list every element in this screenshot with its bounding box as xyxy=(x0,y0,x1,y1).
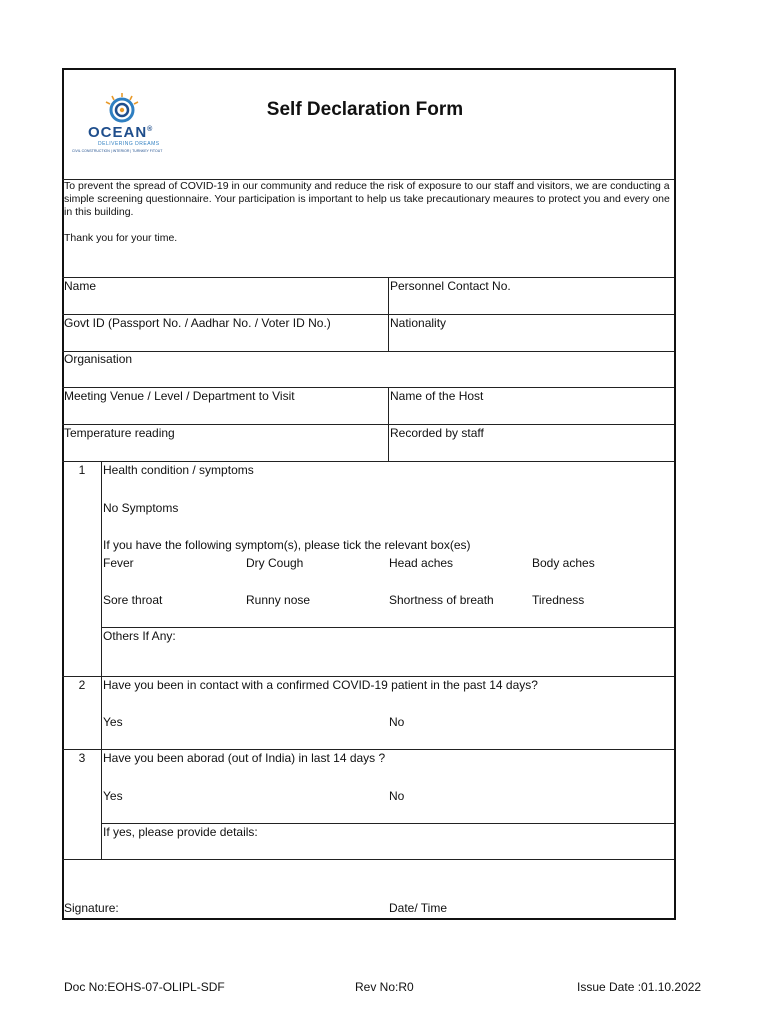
contact-label[interactable]: Personnel Contact No. xyxy=(390,279,511,293)
name-label[interactable]: Name xyxy=(64,279,97,293)
form-title: Self Declaration Form xyxy=(266,99,464,120)
q2-number: 2 xyxy=(78,678,86,692)
divider xyxy=(101,461,102,859)
divider xyxy=(62,351,674,352)
q2-yes-option[interactable]: Yes xyxy=(103,715,123,729)
symptom-fever[interactable]: Fever xyxy=(103,556,134,570)
no-symptoms-option[interactable]: No Symptoms xyxy=(103,501,179,515)
q1-title: Health condition / symptoms xyxy=(103,463,254,477)
q1-instruction: If you have the following symptom(s), please tick the relevant box(es) xyxy=(103,538,471,552)
company-logo xyxy=(70,92,174,156)
divider xyxy=(101,823,674,824)
divider xyxy=(62,859,674,860)
organisation-label[interactable]: Organisation xyxy=(64,352,133,366)
logo-name: OCEAN xyxy=(88,124,148,141)
divider xyxy=(62,424,674,425)
issue-date: Issue Date :01.10.2022 xyxy=(577,980,702,994)
govt-id-label[interactable]: Govt ID (Passport No. / Aadhar No. / Voter ID No.) xyxy=(64,316,331,330)
q2-no-option[interactable]: No xyxy=(389,715,405,729)
divider xyxy=(62,277,674,278)
host-label[interactable]: Name of the Host xyxy=(390,389,484,403)
others-label[interactable]: Others If Any: xyxy=(103,629,176,643)
q1-number: 1 xyxy=(78,463,86,477)
rev-number: Rev No:R0 xyxy=(355,980,414,994)
intro-thanks: Thank you for your time. xyxy=(64,232,178,244)
signature-label[interactable]: Signature: xyxy=(64,901,119,915)
symptom-dry-cough[interactable]: Dry Cough xyxy=(246,556,304,570)
symptom-runny-nose[interactable]: Runny nose xyxy=(246,593,311,607)
q3-question: Have you been aborad (out of India) in last 14 days ? xyxy=(103,751,386,765)
divider xyxy=(388,277,389,351)
recorded-by-label[interactable]: Recorded by staff xyxy=(390,426,484,440)
divider xyxy=(62,749,674,750)
logo-registered-mark: ® xyxy=(147,126,154,133)
symptom-body-aches[interactable]: Body aches xyxy=(532,556,595,570)
logo-tagline: DELIVERING DREAMS xyxy=(98,141,160,147)
logo-subline: CIVIL CONSTRUCTION | INTERIOR | TURNKEY FITOUT xyxy=(72,149,163,153)
symptom-shortness-of-breath[interactable]: Shortness of breath xyxy=(389,593,494,607)
q2-question: Have you been in contact with a confirmed COVID-19 patient in the past 14 days? xyxy=(103,678,538,692)
details-label[interactable]: If yes, please provide details: xyxy=(103,825,258,839)
divider xyxy=(388,387,389,461)
symptom-sore-throat[interactable]: Sore throat xyxy=(103,593,163,607)
q3-no-option[interactable]: No xyxy=(389,789,405,803)
divider xyxy=(62,461,674,462)
logo-emblem-icon xyxy=(102,92,142,126)
symptom-tiredness[interactable]: Tiredness xyxy=(532,593,585,607)
symptom-head-aches[interactable]: Head aches xyxy=(389,556,454,570)
temperature-label[interactable]: Temperature reading xyxy=(64,426,175,440)
logo-wordmark xyxy=(88,124,153,141)
venue-label[interactable]: Meeting Venue / Level / Department to Visit xyxy=(64,389,295,403)
intro-paragraph: To prevent the spread of COVID-19 in our community and reduce the risk of exposure to our staff and visitors, we are conducting a simple screening questionnaire. Your participation is important to help us take precautionary meaures to protect you and every one in this building. xyxy=(64,180,670,218)
q3-number: 3 xyxy=(78,751,86,765)
doc-number: Doc No:EOHS-07-OLIPL-SDF xyxy=(64,980,225,994)
intro-text xyxy=(64,180,670,245)
q3-yes-option[interactable]: Yes xyxy=(103,789,123,803)
divider xyxy=(62,676,674,677)
divider xyxy=(62,387,674,388)
date-time-label[interactable]: Date/ Time xyxy=(389,901,448,915)
divider xyxy=(101,627,674,628)
divider xyxy=(62,314,674,315)
nationality-label[interactable]: Nationality xyxy=(390,316,447,330)
